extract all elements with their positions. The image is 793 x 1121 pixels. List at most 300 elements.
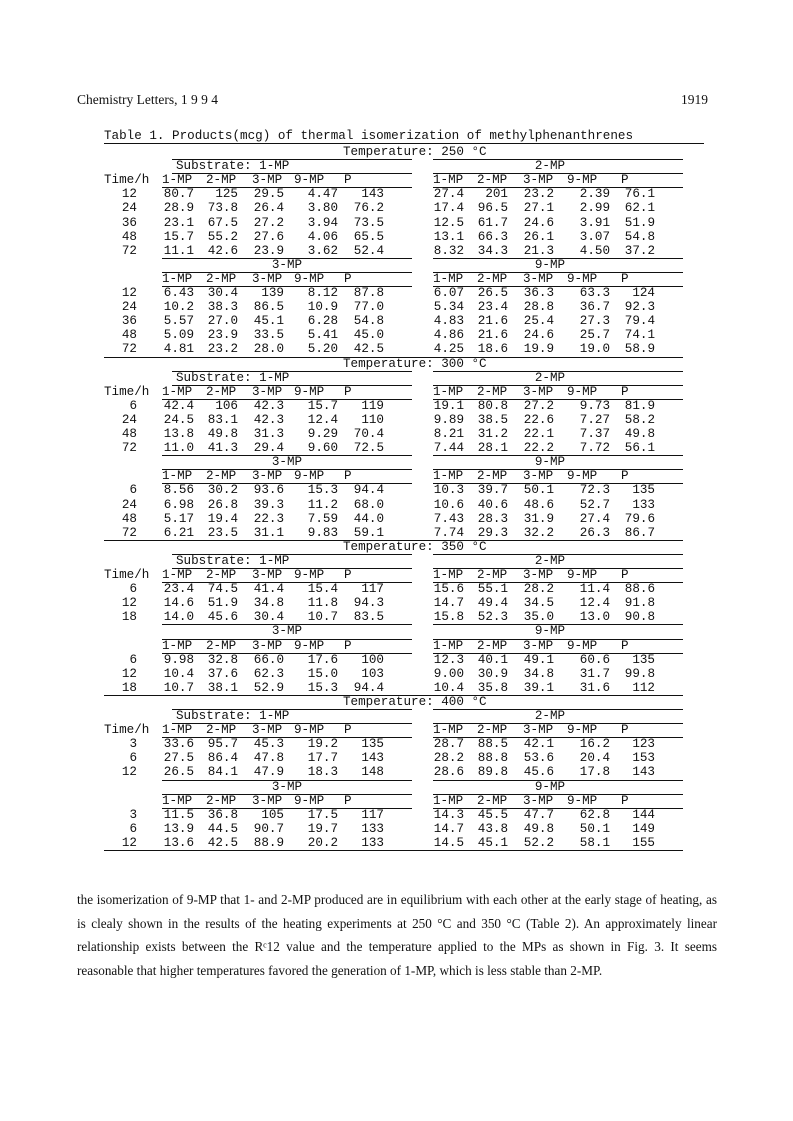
time-value: 24 <box>121 300 137 315</box>
data-cell: 45.5 <box>477 807 508 822</box>
data-cell: 39.7 <box>477 483 508 498</box>
data-cell: 27.4 <box>579 511 610 526</box>
data-cell: 19.9 <box>523 342 554 357</box>
data-cell: 149 <box>632 821 655 836</box>
column-header: P <box>621 793 629 808</box>
data-cell: 19.2 <box>307 737 338 752</box>
time-value: 48 <box>121 427 137 441</box>
data-cell: 23.9 <box>207 328 238 343</box>
data-cell: 26.5 <box>163 765 194 780</box>
data-cell: 37.6 <box>207 666 238 681</box>
data-cell: 27.2 <box>253 215 284 230</box>
data-cell: 39.3 <box>253 497 284 512</box>
data-cell: 28.8 <box>523 300 554 315</box>
data-cell: 13.1 <box>433 229 464 244</box>
data-cell: 81.9 <box>624 398 655 413</box>
data-cell: 12.4 <box>307 412 338 427</box>
data-cell: 76.1 <box>624 187 655 202</box>
column-header: P <box>344 384 352 399</box>
column-header: 9-MP <box>294 793 325 808</box>
column-header: 9-MP <box>567 271 598 286</box>
data-cell: 86.7 <box>624 525 655 540</box>
data-cell: 27.1 <box>523 201 554 216</box>
column-header: 1-MP <box>162 638 193 653</box>
data-cell: 80.7 <box>163 187 194 202</box>
data-cell: 17.7 <box>307 751 338 766</box>
data-cell: 54.8 <box>624 229 655 244</box>
data-cell: 14.5 <box>433 835 464 850</box>
data-cell: 29.5 <box>253 187 284 202</box>
column-header: 2-MP <box>477 793 508 808</box>
column-header: 9-MP <box>567 469 598 484</box>
data-cell: 25.7 <box>579 328 610 343</box>
time-value: 6 <box>129 751 137 766</box>
data-cell: 45.1 <box>477 835 508 850</box>
time-value: 6 <box>129 821 137 836</box>
data-cell: 24.6 <box>523 215 554 230</box>
data-cell: 21.6 <box>477 328 508 343</box>
data-cell: 7.74 <box>433 525 464 540</box>
data-cell: 22.6 <box>523 412 554 427</box>
substrate-heading: 9-MP <box>534 624 566 639</box>
data-cell: 10.6 <box>433 497 464 512</box>
substrate-heading: Substrate: 1-MP <box>176 370 290 385</box>
time-value: 3 <box>129 807 137 822</box>
temperature-heading: Temperature: 400 °C <box>343 694 487 709</box>
column-header: 1-MP <box>162 568 193 582</box>
data-cell: 52.7 <box>579 497 610 512</box>
data-cell: 10.4 <box>163 666 194 681</box>
data-cell: 99.8 <box>624 666 655 681</box>
data-cell: 65.5 <box>353 229 384 244</box>
table-rule <box>433 272 683 273</box>
data-cell: 3.80 <box>307 201 338 216</box>
column-header: P <box>344 568 352 582</box>
data-cell: 74.1 <box>624 328 655 343</box>
column-header: 1-MP <box>162 469 193 484</box>
column-header: 3-MP <box>252 271 283 286</box>
data-cell: 7.27 <box>579 412 610 427</box>
data-cell: 10.9 <box>307 300 338 315</box>
column-header: 3-MP <box>523 271 554 286</box>
data-cell: 11.8 <box>307 596 338 611</box>
column-header: 3-MP <box>252 723 283 738</box>
time-value: 12 <box>121 765 137 780</box>
data-cell: 61.7 <box>477 215 508 230</box>
data-cell: 80.8 <box>477 398 508 413</box>
time-value: 48 <box>121 511 137 526</box>
data-cell: 28.3 <box>477 511 508 526</box>
substrate-heading: 2-MP <box>534 370 566 385</box>
data-cell: 12.3 <box>433 652 464 667</box>
time-value: 24 <box>121 201 137 216</box>
substrate-heading: Substrate: 1-MP <box>176 553 290 568</box>
data-cell: 15.4 <box>307 582 338 597</box>
data-cell: 84.1 <box>207 765 238 780</box>
data-cell: 4.86 <box>433 328 464 343</box>
data-cell: 42.5 <box>353 342 384 357</box>
data-cell: 50.1 <box>579 821 610 836</box>
time-header: Time/h <box>104 568 150 582</box>
data-cell: 133 <box>632 497 655 512</box>
data-cell: 38.1 <box>207 680 238 695</box>
data-cell: 87.8 <box>353 286 384 300</box>
data-cell: 11.5 <box>163 807 194 822</box>
column-header: P <box>621 469 629 484</box>
data-cell: 9.60 <box>307 441 338 456</box>
data-cell: 31.7 <box>579 666 610 681</box>
data-cell: 24.6 <box>523 328 554 343</box>
column-header: 9-MP <box>567 793 598 808</box>
column-header: P <box>621 723 629 738</box>
column-header: P <box>621 271 629 286</box>
data-cell: 27.0 <box>207 314 238 329</box>
data-cell: 8.56 <box>163 483 194 498</box>
time-value: 36 <box>121 314 137 329</box>
data-cell: 54.8 <box>353 314 384 329</box>
data-cell: 22.2 <box>523 441 554 456</box>
column-header: 1-MP <box>162 384 193 399</box>
data-cell: 11.4 <box>579 582 610 597</box>
data-cell: 34.3 <box>477 243 508 258</box>
data-cell: 3.62 <box>307 243 338 258</box>
table-rule <box>172 159 412 160</box>
data-cell: 30.2 <box>207 483 238 498</box>
column-header: 2-MP <box>477 469 508 484</box>
data-cell: 15.6 <box>433 582 464 597</box>
column-header: 3-MP <box>252 469 283 484</box>
time-value: 24 <box>121 497 137 512</box>
data-cell: 45.6 <box>207 610 238 625</box>
data-cell: 67.5 <box>207 215 238 230</box>
data-cell: 51.9 <box>207 596 238 611</box>
column-header: 2-MP <box>206 568 237 582</box>
data-cell: 144 <box>632 807 655 822</box>
table-rule <box>172 709 412 710</box>
data-cell: 7.37 <box>579 427 610 441</box>
data-cell: 51.9 <box>624 215 655 230</box>
data-cell: 10.4 <box>433 680 464 695</box>
substrate-heading: 9-MP <box>534 779 566 794</box>
substrate-heading: 2-MP <box>534 159 566 174</box>
data-cell: 27.6 <box>253 229 284 244</box>
substrate-heading: 9-MP <box>534 257 566 272</box>
data-cell: 6.43 <box>163 286 194 300</box>
data-cell: 77.0 <box>353 300 384 315</box>
time-value: 6 <box>129 652 137 667</box>
data-cell: 47.8 <box>253 751 284 766</box>
substrate-heading: Substrate: 1-MP <box>176 709 290 723</box>
data-cell: 143 <box>361 751 384 766</box>
substrate-heading: Substrate: 1-MP <box>176 159 290 174</box>
data-cell: 43.8 <box>477 821 508 836</box>
data-cell: 88.6 <box>624 582 655 597</box>
data-cell: 4.83 <box>433 314 464 329</box>
column-header: P <box>344 469 352 484</box>
temperature-heading: Temperature: 350 °C <box>343 539 487 554</box>
data-cell: 148 <box>361 765 384 780</box>
time-value: 6 <box>129 398 137 413</box>
data-cell: 62.1 <box>624 201 655 216</box>
time-value: 18 <box>121 680 137 695</box>
table-rule <box>433 159 683 160</box>
data-cell: 42.5 <box>207 835 238 850</box>
data-cell: 52.3 <box>477 610 508 625</box>
data-cell: 94.4 <box>353 680 384 695</box>
data-cell: 3.91 <box>579 215 610 230</box>
column-header: 3-MP <box>252 793 283 808</box>
time-value: 24 <box>121 412 137 427</box>
column-header: 2-MP <box>477 173 508 188</box>
data-cell: 19.7 <box>307 821 338 836</box>
data-cell: 25.4 <box>523 314 554 329</box>
data-cell: 27.4 <box>433 187 464 202</box>
data-cell: 32.2 <box>523 525 554 540</box>
data-cell: 15.0 <box>307 666 338 681</box>
column-header: 9-MP <box>294 173 325 188</box>
data-cell: 89.8 <box>477 765 508 780</box>
data-cell: 135 <box>632 483 655 498</box>
page-number: 1919 <box>681 92 708 107</box>
time-value: 72 <box>121 525 137 540</box>
column-header: 9-MP <box>567 638 598 653</box>
table-rule <box>433 385 683 386</box>
data-cell: 95.7 <box>207 737 238 752</box>
data-cell: 52.2 <box>523 835 554 850</box>
table-rule <box>162 794 412 795</box>
data-cell: 34.8 <box>523 666 554 681</box>
data-cell: 93.6 <box>253 483 284 498</box>
data-cell: 36.3 <box>523 286 554 300</box>
time-value: 18 <box>121 610 137 625</box>
data-cell: 9.89 <box>433 412 464 427</box>
data-cell: 7.44 <box>433 441 464 456</box>
data-cell: 10.3 <box>433 483 464 498</box>
data-cell: 63.3 <box>579 286 610 300</box>
data-cell: 42.6 <box>207 243 238 258</box>
time-value: 6 <box>129 582 137 597</box>
data-cell: 12.5 <box>433 215 464 230</box>
data-cell: 21.6 <box>477 314 508 329</box>
data-cell: 88.8 <box>477 751 508 766</box>
data-cell: 58.9 <box>624 342 655 357</box>
data-cell: 11.2 <box>307 497 338 512</box>
data-cell: 5.57 <box>163 314 194 329</box>
data-cell: 53.6 <box>523 751 554 766</box>
column-header: 1-MP <box>433 384 464 399</box>
data-cell: 143 <box>632 765 655 780</box>
data-cell: 15.7 <box>163 229 194 244</box>
data-cell: 18.6 <box>477 342 508 357</box>
data-cell: 83.1 <box>207 412 238 427</box>
column-header: P <box>621 568 629 582</box>
data-cell: 28.2 <box>523 582 554 597</box>
data-cell: 41.3 <box>207 441 238 456</box>
column-header: 1-MP <box>433 568 464 582</box>
data-cell: 4.81 <box>163 342 194 357</box>
data-cell: 90.7 <box>253 821 284 836</box>
data-cell: 103 <box>361 666 384 681</box>
table-rule <box>162 469 412 470</box>
column-header: 9-MP <box>567 568 598 582</box>
column-header: 1-MP <box>162 793 193 808</box>
data-cell: 79.6 <box>624 511 655 526</box>
data-cell: 9.29 <box>307 427 338 441</box>
data-cell: 23.2 <box>207 342 238 357</box>
data-cell: 56.1 <box>624 441 655 456</box>
data-cell: 96.5 <box>477 201 508 216</box>
data-cell: 31.3 <box>253 427 284 441</box>
data-cell: 23.4 <box>477 300 508 315</box>
data-cell: 10.7 <box>307 610 338 625</box>
column-header: 3-MP <box>523 173 554 188</box>
data-cell: 8.32 <box>433 243 464 258</box>
data-cell: 72.5 <box>353 441 384 456</box>
data-cell: 45.3 <box>253 737 284 752</box>
time-value: 12 <box>121 835 137 850</box>
data-cell: 37.2 <box>624 243 655 258</box>
data-cell: 45.1 <box>253 314 284 329</box>
table-rule <box>433 568 683 569</box>
column-header: 2-MP <box>477 271 508 286</box>
data-cell: 20.4 <box>579 751 610 766</box>
data-cell: 52.9 <box>253 680 284 695</box>
data-cell: 117 <box>361 807 384 822</box>
column-header: 9-MP <box>567 173 598 188</box>
column-header: 2-MP <box>206 384 237 399</box>
time-value: 3 <box>129 737 137 752</box>
data-cell: 73.5 <box>353 215 384 230</box>
data-cell: 47.9 <box>253 765 284 780</box>
temperature-heading: Temperature: 300 °C <box>343 356 487 371</box>
data-cell: 28.7 <box>433 737 464 752</box>
data-cell: 70.4 <box>353 427 384 441</box>
data-cell: 30.9 <box>477 666 508 681</box>
data-cell: 60.6 <box>579 652 610 667</box>
data-cell: 34.5 <box>523 596 554 611</box>
table-rule <box>433 469 683 470</box>
data-cell: 106 <box>215 398 238 413</box>
column-header: P <box>621 384 629 399</box>
column-header: 2-MP <box>206 723 237 738</box>
data-cell: 86.5 <box>253 300 284 315</box>
data-cell: 124 <box>632 286 655 300</box>
data-cell: 6.07 <box>433 286 464 300</box>
data-cell: 26.3 <box>579 525 610 540</box>
data-cell: 41.4 <box>253 582 284 597</box>
time-value: 72 <box>121 342 137 357</box>
data-cell: 49.8 <box>207 427 238 441</box>
data-cell: 110 <box>361 412 384 427</box>
data-cell: 23.2 <box>523 187 554 202</box>
data-cell: 133 <box>361 835 384 850</box>
data-cell: 55.2 <box>207 229 238 244</box>
column-header: 3-MP <box>523 384 554 399</box>
data-cell: 48.6 <box>523 497 554 512</box>
data-cell: 29.4 <box>253 441 284 456</box>
data-cell: 201 <box>485 187 508 202</box>
substrate-heading: 3-MP <box>271 257 303 272</box>
column-header: 2-MP <box>206 469 237 484</box>
data-cell: 39.1 <box>523 680 554 695</box>
data-cell: 4.47 <box>307 187 338 202</box>
data-cell: 33.5 <box>253 328 284 343</box>
data-cell: 66.3 <box>477 229 508 244</box>
data-cell: 55.1 <box>477 582 508 597</box>
data-cell: 20.2 <box>307 835 338 850</box>
data-cell: 8.21 <box>433 427 464 441</box>
data-cell: 94.3 <box>353 596 384 611</box>
data-cell: 35.8 <box>477 680 508 695</box>
data-cell: 32.8 <box>207 652 238 667</box>
column-header: 3-MP <box>252 568 283 582</box>
column-header: 9-MP <box>294 568 325 582</box>
data-cell: 9.73 <box>579 398 610 413</box>
data-cell: 3.07 <box>579 229 610 244</box>
data-cell: 9.98 <box>163 652 194 667</box>
time-value: 72 <box>121 243 137 258</box>
data-cell: 4.25 <box>433 342 464 357</box>
data-cell: 14.6 <box>163 596 194 611</box>
column-header: 9-MP <box>294 638 325 653</box>
column-header: 1-MP <box>433 638 464 653</box>
data-cell: 117 <box>361 582 384 597</box>
data-cell: 15.7 <box>307 398 338 413</box>
data-cell: 38.3 <box>207 300 238 315</box>
temperature-heading: Temperature: 250 °C <box>343 145 487 159</box>
data-cell: 16.2 <box>579 737 610 752</box>
data-cell: 13.9 <box>163 821 194 836</box>
column-header: 1-MP <box>162 723 193 738</box>
data-cell: 14.7 <box>433 596 464 611</box>
data-cell: 7.59 <box>307 511 338 526</box>
data-cell: 59.1 <box>353 525 384 540</box>
column-header: 3-MP <box>523 793 554 808</box>
data-cell: 24.5 <box>163 412 194 427</box>
time-header: Time/h <box>104 723 150 738</box>
table-title: Table 1. Products(mcg) of thermal isomerization of methylphenanthrenes <box>104 129 704 144</box>
data-cell: 15.8 <box>433 610 464 625</box>
data-cell: 17.8 <box>579 765 610 780</box>
data-cell: 112 <box>632 680 655 695</box>
data-cell: 28.0 <box>253 342 284 357</box>
column-header: 3-MP <box>523 638 554 653</box>
data-cell: 9.00 <box>433 666 464 681</box>
data-cell: 7.72 <box>579 441 610 456</box>
time-value: 12 <box>121 286 137 300</box>
column-header: P <box>621 173 629 188</box>
data-cell: 14.7 <box>433 821 464 836</box>
data-cell: 23.4 <box>163 582 194 597</box>
column-header: 9-MP <box>294 271 325 286</box>
data-cell: 11.0 <box>163 441 194 456</box>
journal-header: Chemistry Letters, 1 9 9 4 <box>77 92 218 107</box>
data-cell: 36.8 <box>207 807 238 822</box>
table-rule <box>433 794 683 795</box>
data-cell: 30.4 <box>207 286 238 300</box>
table-rule <box>433 554 683 555</box>
column-header: 2-MP <box>206 271 237 286</box>
column-header: 1-MP <box>162 271 193 286</box>
data-cell: 23.1 <box>163 215 194 230</box>
column-header: 2-MP <box>477 638 508 653</box>
data-cell: 133 <box>361 821 384 836</box>
data-cell: 44.0 <box>353 511 384 526</box>
data-cell: 26.8 <box>207 497 238 512</box>
data-cell: 135 <box>632 652 655 667</box>
data-cell: 4.50 <box>579 243 610 258</box>
data-cell: 9.83 <box>307 525 338 540</box>
